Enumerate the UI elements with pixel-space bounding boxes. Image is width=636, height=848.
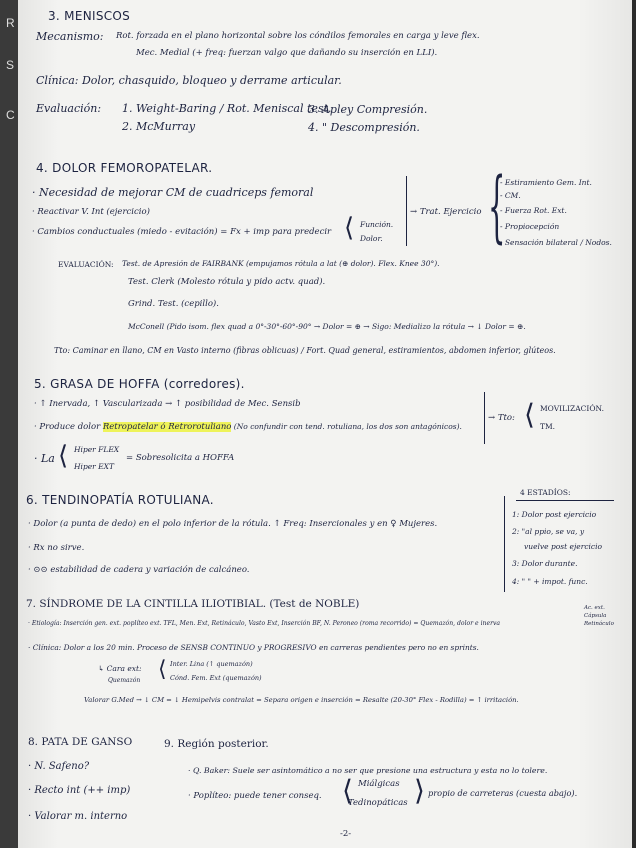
clinica-line: Clínica: Dolor, chasquido, bloqueo y derrame articular. xyxy=(36,74,342,87)
s9-bullet-1: · Q. Baker: Suele ser asintomático a no ser que presione una estructura y esta no lo tolere. xyxy=(188,766,548,775)
meca-label: Mecanismo: xyxy=(36,30,104,43)
s7-etio-right: Cápsula xyxy=(584,613,607,619)
stage-item: 2: "al ppio, se va, y xyxy=(512,527,585,536)
s5-bullet-1: · ↑ Inervada, ↑ Vascularizada → ↑ posibilidad de Mec. Sensib xyxy=(34,399,301,409)
stage-item: 3: Dolor durante. xyxy=(512,559,578,568)
s4-bullet-3: · Cambios conductuales (miedo - evitación) = Fx + imp para predecir xyxy=(32,227,332,237)
sidebar-letter: C xyxy=(6,108,15,122)
brace-icon: ⟨ xyxy=(342,774,353,807)
sidebar-letter: R xyxy=(6,16,15,30)
trat-item: - Fuerza Rot. Ext. xyxy=(500,206,567,215)
s8-bullet-3: · Valorar m. interno xyxy=(28,811,128,822)
s4-eval-4: McConell (Pido isom. flex quad a 0°-30°-60°-90° → Dolor = ⊕ → Sigo: Medializo la rótula → ↓ Dolor = ⊕. xyxy=(128,322,526,331)
s9-bullet-2-post: propio de carreteras (cuesta abajo). xyxy=(428,788,578,798)
s4-eval-3: Grind. Test. (cepillo). xyxy=(128,299,219,309)
s5-bullet-3-post: = Sobresolicita a HOFFA xyxy=(126,453,235,463)
section-4-title: 4. DOLOR FEMOROPATELAR. xyxy=(36,161,213,175)
s5-bullet-2: · Produce dolor Retropatelar ó Retrorotuliano (No confundir con tend. rotuliana, los dos son antagónicos). xyxy=(34,422,462,432)
brace-icon: ⟩ xyxy=(414,774,425,807)
s8-bullet-1: · N. Safeno? xyxy=(28,761,90,772)
s7-clinica: · Clínica: Dolor a los 20 min. Proceso de SENSB CONTINUO y PROGRESIVO en carreras pendientes pero no en sprints. xyxy=(28,643,479,652)
trat-label: → Trat. Ejercicio xyxy=(410,207,482,217)
s9-option-2: Tedinopáticas xyxy=(348,798,408,808)
s7-etio-right: Ac. ext. xyxy=(584,605,605,611)
stage-item: 1: Dolor post ejercicio xyxy=(512,510,597,519)
s7-valorar: Valorar G.Med → ↓ CM = ↓ Hemipelvis contralat = Separa origen e inserción = Resalte (20-30° Flex - Rodilla) = ↑ irritación. xyxy=(84,696,519,704)
brace-icon: ⟨ xyxy=(58,441,69,471)
brace-icon: ⟨ xyxy=(524,398,535,431)
notebook-page xyxy=(18,0,632,848)
s6-bullet-2: · Rx no sirve. xyxy=(28,543,85,553)
s4-eval-2: Test. Clerk (Molesto rótula y pido actv. quad). xyxy=(128,277,326,287)
s7-cara-label: ↳ Cara ext: xyxy=(98,664,142,673)
s4-eval-1: Test. de Apresión de FAIRBANK (empujamos rótula a lat (⊕ dolor). Flex. Knee 30°). xyxy=(122,259,440,268)
stage-item: 4: " " + impot. func. xyxy=(512,577,588,586)
brace-icon: { xyxy=(488,162,506,252)
s4-eval-label: EVALUACIÓN: xyxy=(58,260,114,269)
s9-option-1: Miálgicas xyxy=(358,779,400,789)
brace-icon: ⟨ xyxy=(158,657,167,682)
divider-line xyxy=(484,392,485,444)
s5-bullet-3-prefix: · La xyxy=(34,452,55,465)
brace-icon: ⟨ xyxy=(344,213,355,243)
page-number: -2- xyxy=(340,829,352,839)
section-8-title: 8. PATA DE GANSO xyxy=(28,736,133,748)
sidebar-letter: S xyxy=(6,58,15,72)
s9-bullet-2-pre: · Poplíteo: puede tener conseq. xyxy=(188,791,322,801)
section-6-title: 6. TENDINOPATÍA ROTULIANA. xyxy=(26,493,214,507)
s6-bullet-3: · ⊙⊙ estabilidad de cadera y variación de calcáneo. xyxy=(28,565,250,575)
eval-label: Evaluación: xyxy=(36,102,102,115)
stage-item: vuelve post ejercicio xyxy=(524,542,603,551)
s4-bullet-2: · Reactivar V. Int (ejercicio) xyxy=(32,207,150,217)
trat-item: - Propiocepción xyxy=(500,222,560,231)
s4-bullet-1: · Necesidad de mejorar CM de cuadriceps femoral xyxy=(32,186,314,199)
section-3-title: 3. MENISCOS xyxy=(48,9,131,23)
stages-title: 4 ESTADÍOS: xyxy=(520,488,571,497)
eval-item-4: 4. " Descompresión. xyxy=(308,121,420,134)
meca-line-1: Rot. forzada en el plano horizontal sobre los cóndilos femorales en carga y leve flex. xyxy=(116,31,480,41)
highlighted-text: Retropatelar ó Retrorotuliano xyxy=(102,422,232,432)
eval-item-3: 3. Apley Compresión. xyxy=(308,103,428,116)
s5-option-2: Hiper EXT xyxy=(74,462,114,471)
s7-etio-right: Retináculo xyxy=(584,621,614,627)
s4-option-1: Función. xyxy=(360,220,394,229)
s7-cara-2: Cónd. Fem. Ext (quemazón) xyxy=(170,674,262,682)
section-9-title: 9. Región posterior. xyxy=(164,738,269,750)
stages-underline xyxy=(516,500,614,501)
s6-bullet-1: · Dolor (a punta de dedo) en el polo inferior de la rótula. ↑ Freq: Insercionales y en ♀ Mujeres. xyxy=(28,519,438,529)
trat-item: - CM. xyxy=(500,191,521,200)
s7-etiologia: · Etiología: Inserción gen. ext. poplíteo ext. TFL, Men. Ext, Retináculo, Vasto Ext, Inserción BF, N. Peroneo (roma recorrido) = Quemazón, dolor e inerva xyxy=(28,620,501,627)
eval-item-2: 2. McMurray xyxy=(122,120,196,133)
eval-item-1: 1. Weight-Baring / Rot. Meniscal test. xyxy=(122,102,332,115)
s5-option-1: Hiper FLEX xyxy=(74,445,120,454)
divider-line xyxy=(504,496,505,592)
trat-item: - Estiramiento Gem. Int. xyxy=(500,178,592,187)
trat-item: - Sensación bilateral / Nodos. xyxy=(500,238,612,247)
s5-tto-label: → Tto: xyxy=(488,413,515,423)
meca-line-2: Mec. Medial (+ freq: fuerzan valgo que dañando su inserción en LLI). xyxy=(136,48,438,58)
s7-cara-1: Inter. Lina (↑ quemazón) xyxy=(170,660,253,668)
s4-option-2: Dolor. xyxy=(360,234,383,243)
s5-tto-opt-2: TM. xyxy=(540,422,556,431)
s7-cara-sub: Quemazón xyxy=(108,677,141,684)
s4-tto: Tto: Caminar en llano, CM en Vasto interno (fibras oblicuas) / Fort. Quad general, estiramientos, abdomen inferior, glúteos. xyxy=(54,346,556,355)
section-5-title: 5. GRASA DE HOFFA (corredores). xyxy=(34,377,245,391)
s8-bullet-2: · Recto int (++ imp) xyxy=(28,785,131,796)
s5-tto-opt-1: MOVILIZACIÓN. xyxy=(540,404,604,413)
divider-line xyxy=(406,176,407,246)
section-7-title: 7. SÍNDROME DE LA CINTILLA ILIOTIBIAL. (Test de NOBLE) xyxy=(26,598,360,610)
